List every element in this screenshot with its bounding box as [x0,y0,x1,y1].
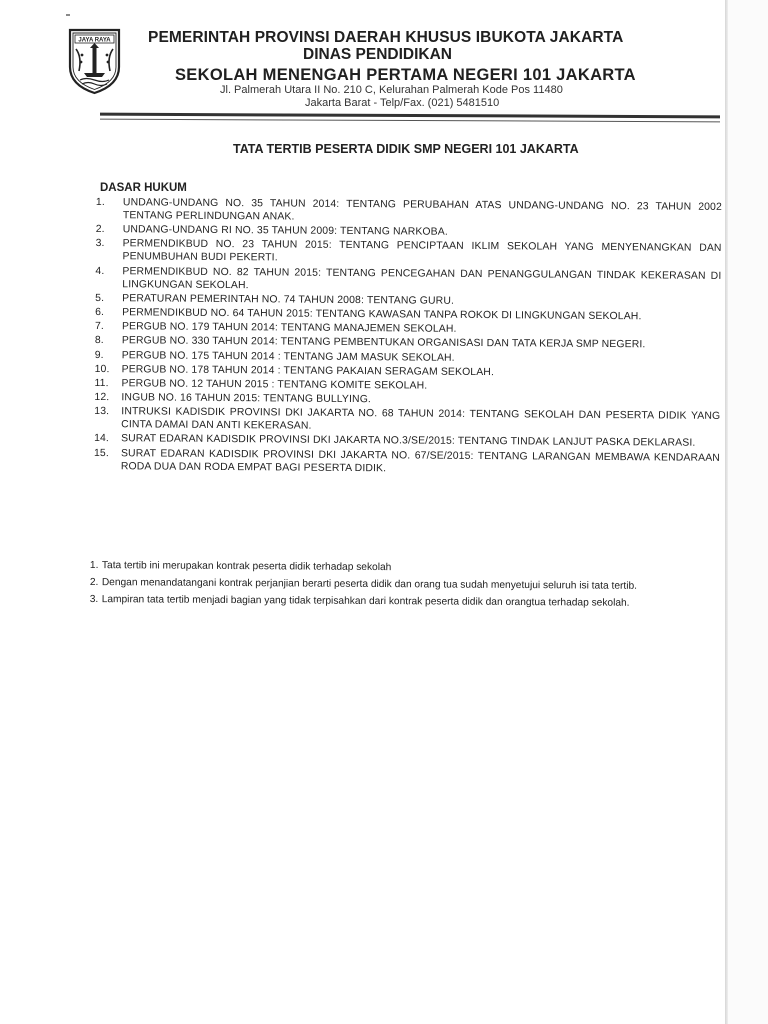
note-item-text: Dengan menandatangani kontrak perjanjian berarti peserta didik dan orang tua sudah menyetujui seluruh isi tata tertib. [101,577,638,592]
legal-basis-item-number: 12. [94,392,110,404]
legal-basis-item [95,265,721,296]
legal-basis-item-number: 2. [95,224,105,236]
page-background-shade [728,0,768,1024]
letterhead-divider [100,113,720,119]
legal-basis-item-number: 7. [94,321,104,333]
note-item [90,593,722,610]
emblem-motto: JAYA RAYA [78,37,111,44]
letterhead-contact: Jakarta Barat - Telp/Fax. (021) 5481510 [305,97,500,109]
legal-basis-item-number: 11. [94,377,109,389]
letterhead-department: DINAS PENDIDIKAN [303,46,452,63]
legal-basis-item-text: PERGUB NO. 175 TAHUN 2014 : TENTANG JAM MASUK SEKOLAH. [121,349,455,364]
letterhead-divider-thin [100,119,720,123]
legal-basis-item-number: 1. [95,196,105,209]
legal-basis-item-number: 14. [94,433,110,445]
legal-basis-item-text: PERGUB NO. 179 TAHUN 2014: TENTANG MANAJEMEN SEKOLAH. [121,321,457,335]
letterhead-government: PEMERINTAH PROVINSI DAERAH KHUSUS IBUKOTA JAKARTA [148,29,624,46]
legal-basis-item [94,405,720,436]
section-heading: DASAR HUKUM [100,182,187,194]
legal-basis-item-text: INGUB NO. 16 TAHUN 2015: TENTANG BULLYING. [121,392,372,406]
legal-basis-item-text: UNDANG-UNDANG RI NO. 35 TAHUN 2009: TENTANG NARKOBA. [122,224,448,238]
legal-basis-item-text: PERATURAN PEMERINTAH NO. 74 TAHUN 2008: TENTANG GURU. [122,292,455,307]
note-item-text: Tata tertib ini merupakan kontrak peserta didik terhadap sekolah [101,560,392,574]
document-title: TATA TERTIB PESERTA DIDIK SMP NEGERI 101 JAKARTA [233,142,579,156]
note-item [90,576,722,593]
note-item [90,559,722,576]
note-item-number: 1. [89,560,99,572]
jaya-raya-emblem-icon [66,27,123,95]
legal-basis-item [94,447,720,478]
legal-basis-item-number: 15. [93,447,109,459]
legal-basis-item-text: PERMENDIKBUD NO. 82 TAHUN 2015: TENTANG PENCEGAHAN DAN PENANGGULANGAN TINDAK KEKERASAN DI LINGKUNGAN SEKOLAH. [122,265,722,291]
legal-basis-item-number: 9. [94,349,104,361]
paper-edge [725,0,728,1024]
note-item-number: 3. [89,593,99,606]
scan-speck [66,14,70,16]
letterhead-address: Jl. Palmerah Utara II No. 210 C, Kelurahan Palmerah Kode Pos 11480 [220,84,563,96]
letterhead-school-name: SEKOLAH MENENGAH PERTAMA NEGERI 101 JAKARTA [175,66,636,84]
legal-basis-item-number: 5. [95,292,105,304]
legal-basis-item-number: 8. [94,335,104,347]
legal-basis-item [96,196,722,227]
legal-basis-item-text: PERMENDIKBUD NO. 64 TAHUN 2015: TENTANG KAWASAN TANPA ROKOK DI LINGKUNGAN SEKOLAH. [122,307,642,323]
legal-basis-item-text: PERGUB NO. 12 TAHUN 2015 : TENTANG KOMITE SEKOLAH. [121,378,428,392]
legal-basis-item-number: 3. [95,238,105,250]
legal-basis-list [94,196,722,478]
legal-basis-item-number: 10. [94,363,110,375]
legal-basis-item-text: SURAT EDARAN KADISDIK PROVINSI DKI JAKARTA NO.3/SE/2015: TENTANG TINDAK LANJUT PASKA DEKLARASI. [121,433,696,450]
legal-basis-item-number: 6. [95,306,105,319]
legal-basis-item-text: PERGUB NO. 330 TAHUN 2014: TENTANG PEMBENTUKAN ORGANISASI DAN TATA KERJA SMP NEGERI. [121,335,646,351]
legal-basis-item-text: PERMENDIKBUD NO. 23 TAHUN 2015: TENTANG PENCIPTAAN IKLIM SEKOLAH YANG MENYENANGKAN DAN PENUMBUHAN BUDI PEKERTI. [122,238,722,264]
legal-basis-item-number: 4. [95,265,105,277]
note-item-text: Lampiran tata tertib menjadi bagian yang tidak terpisahkan dari kontrak peserta didik dan orangtua terhadap sekolah. [101,594,630,609]
legal-basis-item-text: SURAT EDARAN KADISDIK PROVINSI DKI JAKARTA NO. 67/SE/2015: TENTANG LARANGAN MEMBAWA KENDARAAN RODA DUA DAN RODA EMPAT BAGI PESERTA DIDIK. [120,447,721,474]
legal-basis-item-text: UNDANG-UNDANG NO. 35 TAHUN 2014: TENTANG PERUBAHAN ATAS UNDANG-UNDANG NO. 23 TAHUN 2002 TENTANG PERLINDUNGAN ANAK. [122,197,722,223]
notes-list [90,559,722,610]
legal-basis-item-text: INTRUKSI KADISDIK PROVINSI DKI JAKARTA NO. 68 TAHUN 2014: TENTANG SEKOLAH DAN PESERTA DIDIK YANG CINTA DAMAI DAN ANTI KEKERASAN. [121,406,721,432]
note-item-number: 2. [89,576,99,589]
legal-basis-item-number: 13. [94,406,110,418]
legal-basis-item [95,237,721,268]
legal-basis-item-text: PERGUB NO. 178 TAHUN 2014 : TENTANG PAKAIAN SERAGAM SEKOLAH. [121,363,495,378]
